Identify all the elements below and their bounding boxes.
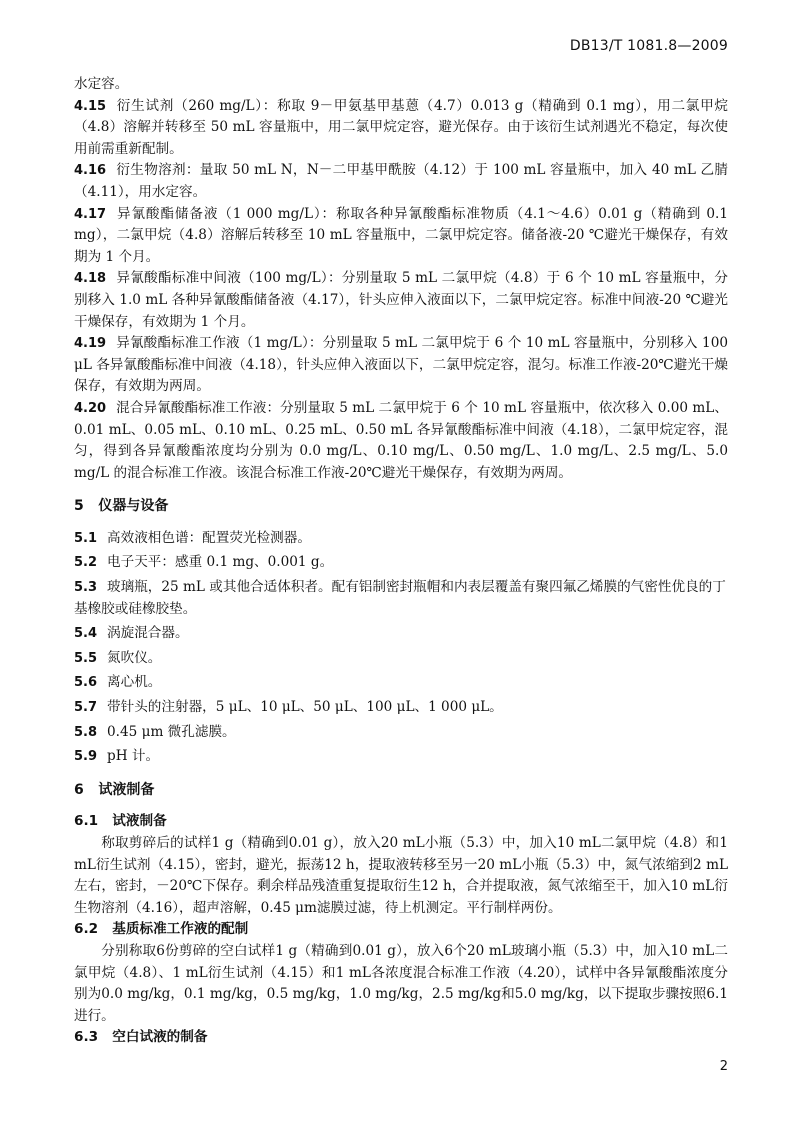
subsection-number: 6.1 [74, 813, 99, 830]
list-item [74, 697, 728, 719]
item-text: 高效液相色谱：配置荧光检测器。 [107, 529, 311, 546]
list-item [74, 648, 728, 670]
subsection-number: 6.3 [74, 1029, 99, 1046]
item-number: 5.2 [74, 555, 98, 571]
item-number: 5.1 [74, 530, 98, 546]
item-number: 5.4 [74, 626, 98, 642]
list-item [74, 746, 728, 768]
subsection-title: 试液制备 [112, 813, 167, 830]
page-content [74, 74, 728, 1049]
clause-4-19 [74, 333, 728, 398]
section-5-heading [74, 496, 728, 518]
item-number: 5.8 [74, 724, 98, 740]
clause-text: 衍生物溶剂：量取 50 mL N，N－二甲基甲酰胺（4.12）于 100 mL 容量瓶中，加入 40 mL 乙腈（4.11），用水定容。 [74, 162, 728, 200]
continuation-text: 水定容。 [74, 76, 129, 92]
clause-text: 衍生试剂（260 mg/L）：称取 9－甲氨基甲基蒽（4.7）0.013 g（精确到 0.1 mg），用二氯甲烷（4.8）溶解并转移至 50 mL 容量瓶中，用二氯甲烷定容，避光保存。由于该衍生试剂遇光不稳定，每次使用前需重新配制。 [74, 97, 728, 157]
subsection-title: 基质标准工作液的配制 [112, 921, 249, 938]
clause-text: 异氰酸酯标准工作液（1 mg/L）：分别量取 5 mL 二氯甲烷于 6 个 10 mL 容量瓶中，分别移入 100 μL 各异氰酸酯标准中间液（4.18），针头应伸入液面以下，二氯甲烷定容，混匀。标准工作液-20℃避光干燥保存，有效期为两周。 [74, 335, 728, 395]
list-item [74, 623, 728, 645]
subsection-6-3-heading [74, 1027, 728, 1049]
section-6-heading [74, 780, 728, 802]
clause-number: 4.17 [74, 206, 107, 222]
list-item [74, 577, 728, 620]
list-item [74, 552, 728, 574]
subsection-6-2-heading [74, 919, 728, 941]
subsection-number: 6.2 [74, 921, 99, 938]
clause-text: 异氰酸酯标准中间液（100 mg/L）：分别量取 5 mL 二氯甲烷（4.8）于 6 个 10 mL 容量瓶中，分别移入 1.0 mL 各种异氰酸酯储备液（4.17），针头应伸入液面以下，二氯甲烷定容。标准中间液-20 ℃避光干燥保存，有效期为 1 个月。 [74, 270, 728, 330]
item-number: 5.3 [74, 580, 98, 596]
item-text: 涡旋混合器。 [107, 625, 189, 642]
document-code: DB13/T 1081.8—2009 [569, 38, 728, 54]
section-number: 5 [74, 498, 84, 515]
clause-text: 混合异氰酸酯标准工作液：分别量取 5 mL 二氯甲烷于 6 个 10 mL 容量瓶中，依次移入 0.00 mL、0.01 mL、0.05 mL、0.10 mL、0.25 mL、0.50 mL 各异氰酸酯标准中间液（4.18），二氯甲烷定容，混匀，得到各异氰酸酯浓度均分别为 0.0 mg/L、0.10 mg/L、0.50 mg/L、1.0 mg/L、2.5 mg/L、5.0 mg/L 的混合标准工作液。该混合标准工作液-20℃避光干燥保存，有效期为两周。 [74, 399, 728, 481]
section-number: 6 [74, 781, 84, 798]
clause-number: 4.16 [74, 163, 107, 179]
subsection-6-2-body: 分别称取6份剪碎的空白试样1 g（精确到0.01 g），放入6个20 mL玻璃小瓶（5.3）中，加入10 mL二氯甲烷（4.8）、1 mL衍生试剂（4.15）和1 mL各浓度混合标准工作液（4.20），试样中各异氰酸酯浓度分别为0.0 mg/kg，0.1 mg/kg，0.5 mg/kg，1.0 mg/kg，2.5 mg/kg和5.0 mg/kg，以下提取步骤按照6.1进行。 [74, 942, 728, 1024]
item-text: 电子天平：感重 0.1 mg、0.001 g。 [107, 554, 334, 571]
clause-number: 4.15 [74, 98, 107, 114]
clause-4-16 [74, 160, 728, 203]
subsection-6-1-heading [74, 811, 728, 833]
item-number: 5.7 [74, 700, 98, 716]
page-number: 2 [719, 1059, 728, 1074]
item-text: 玻璃瓶，25 mL 或其他合适体积者。配有铝制密封瓶帽和内表层覆盖有聚四氟乙烯膜的气密性优良的丁基橡胶或硅橡胶垫。 [74, 579, 726, 617]
clause-4-17 [74, 204, 728, 269]
section-title: 仪器与设备 [98, 498, 169, 515]
subsection-title: 空白试液的制备 [112, 1029, 208, 1046]
item-number: 5.5 [74, 650, 98, 666]
item-text: 带针头的注射器，5 μL、10 μL、50 μL、100 μL、1 000 μL。 [107, 699, 503, 716]
clause-number: 4.19 [74, 336, 107, 352]
item-number: 5.9 [74, 749, 98, 765]
item-text: 离心机。 [107, 674, 162, 691]
list-item [74, 528, 728, 550]
item-text: 氮吹仪。 [107, 649, 162, 666]
item-text: 0.45 μm 微孔滤膜。 [107, 723, 236, 740]
list-item [74, 722, 728, 744]
item-text: pH 计。 [107, 748, 160, 765]
clause-4-15 [74, 96, 728, 161]
list-item [74, 672, 728, 694]
subsection-6-1-body: 称取剪碎后的试样1 g（精确到0.01 g），放入20 mL小瓶（5.3）中，加入10 mL二氯甲烷（4.8）和1 mL衍生试剂（4.15），密封，避光，振荡12 h，提取液转移至另一20 mL小瓶（5.3）中，氮气浓缩到2 mL左右，密封，－20℃下保存。剩余样品残渣重复提取衍生12 h，合并提取液，氮气浓缩至干，加入10 mL衍生物溶剂（4.16），超声溶解，0.45 μm滤膜过滤，待上机测定。平行制样两份。 [74, 835, 728, 916]
clause-number: 4.18 [74, 271, 107, 287]
item-number: 5.6 [74, 675, 98, 691]
clause-4-20 [74, 398, 728, 484]
clause-number: 4.20 [74, 400, 107, 416]
section-title: 试液制备 [98, 781, 155, 798]
clause-4-18 [74, 268, 728, 333]
clause-text: 异氰酸酯储备液（1 000 mg/L）：称取各种异氰酸酯标准物质（4.1～4.6）0.01 g（精确到 0.1 mg），二氯甲烷（4.8）溶解后转移至 10 mL 容量瓶中，二氯甲烷定容。储备液-20 ℃避光干燥保存，有效期为 1 个月。 [74, 205, 728, 265]
